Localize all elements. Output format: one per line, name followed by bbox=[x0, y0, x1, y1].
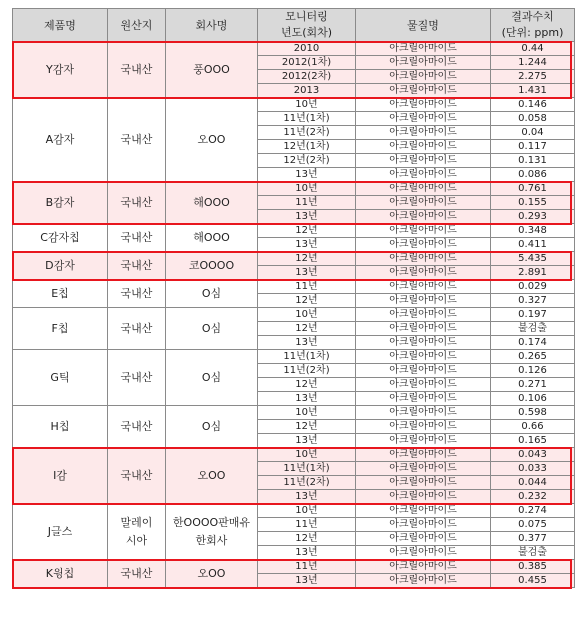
year-cell: 13년 bbox=[258, 238, 356, 252]
substance-cell: 아크릴아마이드 bbox=[356, 266, 491, 280]
substance-cell: 아크릴아마이드 bbox=[356, 224, 491, 238]
year-cell: 11년(2차) bbox=[258, 476, 356, 490]
year-cell: 13년 bbox=[258, 168, 356, 182]
company-cell: 오OO bbox=[166, 448, 258, 504]
result-cell: 0.761 bbox=[491, 182, 575, 196]
product-cell: G틱 bbox=[13, 350, 108, 406]
origin-cell: 국내산 bbox=[108, 42, 166, 98]
table-row bbox=[13, 42, 575, 56]
year-cell: 2012(1차) bbox=[258, 56, 356, 70]
result-cell: 0.377 bbox=[491, 532, 575, 546]
result-cell: 0.265 bbox=[491, 350, 575, 364]
table-row bbox=[13, 182, 575, 196]
result-cell: 0.155 bbox=[491, 196, 575, 210]
substance-cell: 아크릴아마이드 bbox=[356, 168, 491, 182]
substance-cell: 아크릴아마이드 bbox=[356, 238, 491, 252]
result-cell: 0.146 bbox=[491, 98, 575, 112]
product-cell: J글스 bbox=[13, 504, 108, 560]
result-cell: 0.029 bbox=[491, 280, 575, 294]
substance-cell: 아크릴아마이드 bbox=[356, 574, 491, 588]
result-cell: 0.174 bbox=[491, 336, 575, 350]
year-cell: 11년 bbox=[258, 518, 356, 532]
company-cell: 오OO bbox=[166, 98, 258, 182]
result-cell: 0.058 bbox=[491, 112, 575, 126]
result-cell: 0.131 bbox=[491, 154, 575, 168]
product-cell: E칩 bbox=[13, 280, 108, 308]
year-cell: 2010 bbox=[258, 42, 356, 56]
result-cell: 2.275 bbox=[491, 70, 575, 84]
origin-cell: 국내산 bbox=[108, 308, 166, 350]
company-cell: 풍OOO bbox=[166, 42, 258, 98]
product-cell: H칩 bbox=[13, 406, 108, 448]
result-cell: 0.274 bbox=[491, 504, 575, 518]
header-origin: 원산지 bbox=[108, 9, 166, 42]
result-cell: 0.106 bbox=[491, 392, 575, 406]
result-cell: 0.04 bbox=[491, 126, 575, 140]
year-cell: 12년 bbox=[258, 294, 356, 308]
result-cell: 0.232 bbox=[491, 490, 575, 504]
product-cell: F칩 bbox=[13, 308, 108, 350]
year-cell: 11년 bbox=[258, 280, 356, 294]
product-cell: A감자 bbox=[13, 98, 108, 182]
result-cell: 0.033 bbox=[491, 462, 575, 476]
header-year-line1: 모니터링 bbox=[285, 10, 328, 23]
company-cell: O심 bbox=[166, 308, 258, 350]
substance-cell: 아크릴아마이드 bbox=[356, 112, 491, 126]
header-result-line2: (단위: ppm) bbox=[501, 26, 564, 39]
table-body bbox=[13, 42, 575, 588]
substance-cell: 아크릴아마이드 bbox=[356, 280, 491, 294]
substance-cell: 아크릴아마이드 bbox=[356, 532, 491, 546]
substance-cell: 아크릴아마이드 bbox=[356, 196, 491, 210]
result-cell: 0.455 bbox=[491, 574, 575, 588]
result-cell: 0.293 bbox=[491, 210, 575, 224]
company-cell: 한OOOO판매유 한회사 bbox=[166, 504, 258, 560]
year-cell: 11년 bbox=[258, 560, 356, 574]
year-cell: 13년 bbox=[258, 574, 356, 588]
substance-cell: 아크릴아마이드 bbox=[356, 434, 491, 448]
substance-cell: 아크릴아마이드 bbox=[356, 154, 491, 168]
year-cell: 11년(1차) bbox=[258, 350, 356, 364]
result-cell: 0.165 bbox=[491, 434, 575, 448]
substance-cell: 아크릴아마이드 bbox=[356, 364, 491, 378]
year-cell: 11년(2차) bbox=[258, 364, 356, 378]
header-result bbox=[491, 9, 575, 42]
substance-cell: 아크릴아마이드 bbox=[356, 448, 491, 462]
table-row bbox=[13, 98, 575, 112]
company-cell: O심 bbox=[166, 350, 258, 406]
header-row bbox=[13, 9, 575, 42]
result-cell: 0.197 bbox=[491, 308, 575, 322]
substance-cell: 아크릴아마이드 bbox=[356, 560, 491, 574]
year-cell: 10년 bbox=[258, 504, 356, 518]
substance-cell: 아크릴아마이드 bbox=[356, 476, 491, 490]
substance-cell: 아크릴아마이드 bbox=[356, 98, 491, 112]
year-cell: 12년(2차) bbox=[258, 154, 356, 168]
substance-cell: 아크릴아마이드 bbox=[356, 294, 491, 308]
origin-cell: 말레이 시아 bbox=[108, 504, 166, 560]
year-cell: 13년 bbox=[258, 490, 356, 504]
product-cell: C감자칩 bbox=[13, 224, 108, 252]
year-cell: 13년 bbox=[258, 336, 356, 350]
result-cell: 0.411 bbox=[491, 238, 575, 252]
year-cell: 12년 bbox=[258, 322, 356, 336]
substance-cell: 아크릴아마이드 bbox=[356, 518, 491, 532]
year-cell: 2012(2차) bbox=[258, 70, 356, 84]
table-row bbox=[13, 504, 575, 518]
substance-cell: 아크릴아마이드 bbox=[356, 56, 491, 70]
year-cell: 12년 bbox=[258, 224, 356, 238]
result-cell: 0.271 bbox=[491, 378, 575, 392]
substance-cell: 아크릴아마이드 bbox=[356, 252, 491, 266]
header-substance: 물질명 bbox=[356, 9, 491, 42]
header-monitoring-year bbox=[258, 9, 356, 42]
year-cell: 13년 bbox=[258, 546, 356, 560]
company-cell: 해OOO bbox=[166, 224, 258, 252]
origin-cell: 국내산 bbox=[108, 448, 166, 504]
origin-cell: 국내산 bbox=[108, 224, 166, 252]
origin-cell: 국내산 bbox=[108, 98, 166, 182]
substance-cell: 아크릴아마이드 bbox=[356, 182, 491, 196]
product-cell: K윙칩 bbox=[13, 560, 108, 588]
result-cell: 0.66 bbox=[491, 420, 575, 434]
table-row bbox=[13, 252, 575, 266]
year-cell: 13년 bbox=[258, 266, 356, 280]
substance-cell: 아크릴아마이드 bbox=[356, 504, 491, 518]
result-cell: 0.086 bbox=[491, 168, 575, 182]
acrylamide-monitoring-table bbox=[12, 8, 575, 588]
product-cell: D감자 bbox=[13, 252, 108, 280]
table-row bbox=[13, 448, 575, 462]
substance-cell: 아크릴아마이드 bbox=[356, 490, 491, 504]
table-row bbox=[13, 560, 575, 574]
result-cell: 0.44 bbox=[491, 42, 575, 56]
year-cell: 13년 bbox=[258, 210, 356, 224]
company-cell: 코OOOO bbox=[166, 252, 258, 280]
origin-cell: 국내산 bbox=[108, 406, 166, 448]
year-cell: 11년(1차) bbox=[258, 112, 356, 126]
result-cell: 0.075 bbox=[491, 518, 575, 532]
substance-cell: 아크릴아마이드 bbox=[356, 462, 491, 476]
result-cell: 0.348 bbox=[491, 224, 575, 238]
table-row bbox=[13, 224, 575, 238]
table-row bbox=[13, 280, 575, 294]
year-cell: 10년 bbox=[258, 308, 356, 322]
company-cell: 해OOO bbox=[166, 182, 258, 224]
product-cell: B감자 bbox=[13, 182, 108, 224]
substance-cell: 아크릴아마이드 bbox=[356, 84, 491, 98]
origin-cell: 국내산 bbox=[108, 560, 166, 588]
result-cell: 1.244 bbox=[491, 56, 575, 70]
header-product: 제품명 bbox=[13, 9, 108, 42]
substance-cell: 아크릴아마이드 bbox=[356, 406, 491, 420]
product-cell: Y감자 bbox=[13, 42, 108, 98]
year-cell: 10년 bbox=[258, 448, 356, 462]
year-cell: 12년 bbox=[258, 252, 356, 266]
result-cell: 0.044 bbox=[491, 476, 575, 490]
substance-cell: 아크릴아마이드 bbox=[356, 392, 491, 406]
year-cell: 12년 bbox=[258, 532, 356, 546]
result-cell: 0.327 bbox=[491, 294, 575, 308]
origin-cell: 국내산 bbox=[108, 350, 166, 406]
year-cell: 12년 bbox=[258, 420, 356, 434]
origin-cell: 국내산 bbox=[108, 182, 166, 224]
substance-cell: 아크릴아마이드 bbox=[356, 322, 491, 336]
product-cell: I감 bbox=[13, 448, 108, 504]
table-row bbox=[13, 308, 575, 322]
result-cell: 0.598 bbox=[491, 406, 575, 420]
year-cell: 11년 bbox=[258, 196, 356, 210]
table-row bbox=[13, 406, 575, 420]
table-row bbox=[13, 350, 575, 364]
substance-cell: 아크릴아마이드 bbox=[356, 378, 491, 392]
result-cell: 0.117 bbox=[491, 140, 575, 154]
substance-cell: 아크릴아마이드 bbox=[356, 350, 491, 364]
origin-cell: 국내산 bbox=[108, 280, 166, 308]
year-cell: 2013 bbox=[258, 84, 356, 98]
substance-cell: 아크릴아마이드 bbox=[356, 42, 491, 56]
substance-cell: 아크릴아마이드 bbox=[356, 126, 491, 140]
header-year-line2: 년도(회차) bbox=[280, 26, 333, 39]
year-cell: 13년 bbox=[258, 392, 356, 406]
origin-cell: 국내산 bbox=[108, 252, 166, 280]
result-cell: 5.435 bbox=[491, 252, 575, 266]
result-cell: 불검출 bbox=[491, 546, 575, 560]
result-cell: 0.126 bbox=[491, 364, 575, 378]
substance-cell: 아크릴아마이드 bbox=[356, 140, 491, 154]
substance-cell: 아크릴아마이드 bbox=[356, 336, 491, 350]
substance-cell: 아크릴아마이드 bbox=[356, 546, 491, 560]
company-cell: O심 bbox=[166, 280, 258, 308]
result-cell: 0.385 bbox=[491, 560, 575, 574]
result-cell: 2.891 bbox=[491, 266, 575, 280]
result-cell: 1.431 bbox=[491, 84, 575, 98]
substance-cell: 아크릴아마이드 bbox=[356, 210, 491, 224]
year-cell: 10년 bbox=[258, 98, 356, 112]
substance-cell: 아크릴아마이드 bbox=[356, 308, 491, 322]
year-cell: 12년 bbox=[258, 378, 356, 392]
monitoring-table-page bbox=[12, 8, 574, 618]
year-cell: 11년(2차) bbox=[258, 126, 356, 140]
year-cell: 10년 bbox=[258, 406, 356, 420]
year-cell: 10년 bbox=[258, 182, 356, 196]
company-cell: 오OO bbox=[166, 560, 258, 588]
substance-cell: 아크릴아마이드 bbox=[356, 420, 491, 434]
header-company: 회사명 bbox=[166, 9, 258, 42]
company-cell: O심 bbox=[166, 406, 258, 448]
year-cell: 11년(1차) bbox=[258, 462, 356, 476]
result-cell: 불검출 bbox=[491, 322, 575, 336]
year-cell: 13년 bbox=[258, 434, 356, 448]
year-cell: 12년(1차) bbox=[258, 140, 356, 154]
result-cell: 0.043 bbox=[491, 448, 575, 462]
header-result-line1: 결과수치 bbox=[511, 10, 554, 23]
substance-cell: 아크릴아마이드 bbox=[356, 70, 491, 84]
